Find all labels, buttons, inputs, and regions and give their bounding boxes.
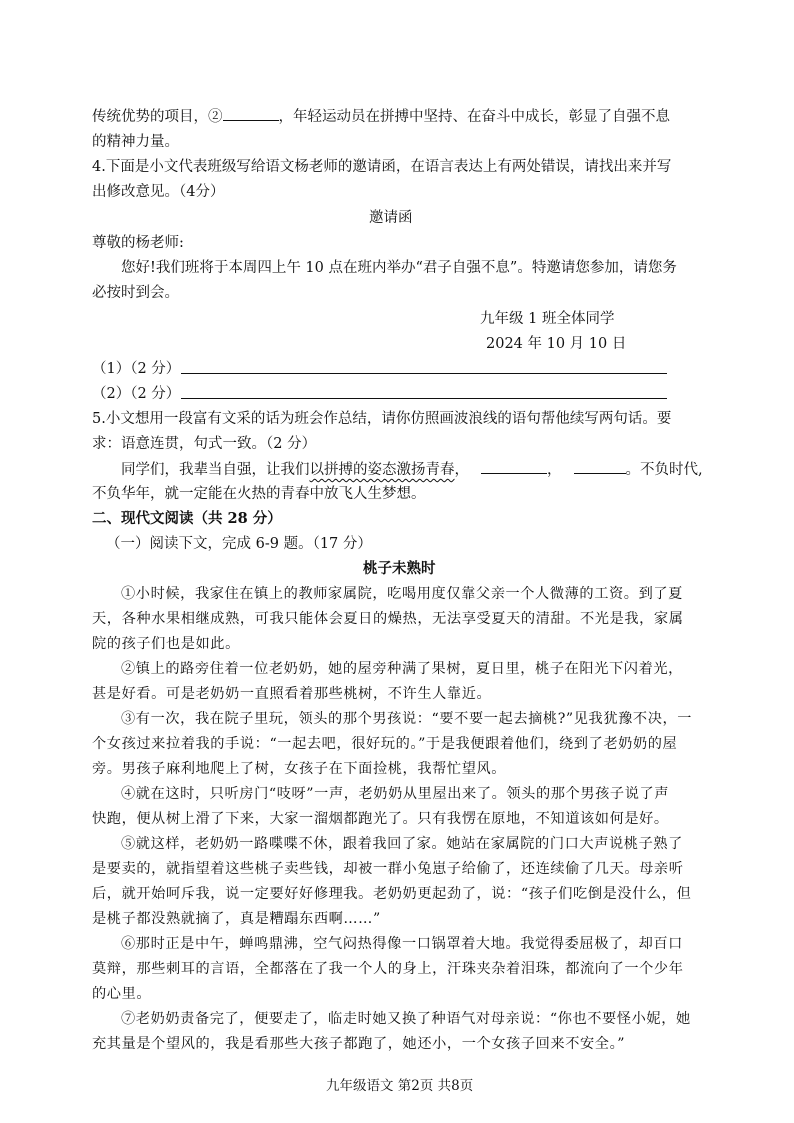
story-line: ⑦老奶奶责备完了，便要走了，临走时她又换了种语气对母亲说：“你也不要怪小妮，她 (121, 1011, 691, 1027)
q5-body-line-1 (121, 459, 703, 480)
answer-blank-1[interactable] (481, 459, 547, 474)
story-line: ②镇上的路旁住着一位老奶奶，她的屋旁种满了果树，夏日里，桃子在阳光下闪着光， (121, 661, 683, 677)
invitation-date: 2024 年 10 月 10 日 (486, 336, 627, 352)
story-line: ⑥那时正是中午，蝉鸣鼎沸，空气闷热得像一口锅罩着大地。我觉得委屈极了，却百口 (121, 936, 683, 952)
q4-prompt-line-1: 4.下面是小文代表班级写给语文杨老师的邀请函，在语言表达上有两处错误，请找出来并写 (92, 159, 672, 175)
page-footer: 九年级语文 第2页 共8页 (326, 1078, 474, 1094)
invitation-body-2: 必按时到会。 (92, 285, 179, 301)
story-line: 院的孩子们也是如此。 (92, 636, 240, 652)
q5-body-text-c: ， (547, 462, 562, 478)
q5-prompt-line-1: 5.小文想用一段富有文采的话为班会作总结，请你仿照画波浪线的语句帮他续写两句话。要 (92, 411, 672, 427)
q5-body-text-d: 。不负时代, (625, 462, 703, 478)
continuation-line-1 (92, 106, 670, 127)
invitation-title: 邀请函 (369, 210, 413, 226)
answer-label-2: （2）（2 分） (92, 386, 181, 402)
story-line: 天，各种水果相继成熟，可我只能体会夏日的燥热，无法享受夏天的清甜。不光是我，家属 (92, 611, 684, 627)
q5-prompt-line-2: 求：语意连贯，句式一致。（2 分） (92, 436, 317, 452)
invitation-salutation: 尊敬的杨老师: (92, 235, 184, 251)
story-line: 充其量是个望风的，我是看那些大孩子都跑了，她还小，一个女孩子回来不安全。” (92, 1036, 626, 1052)
q5-body-text-a: 同学们，我辈当自强，让我们 (121, 462, 310, 478)
answer-line-1[interactable] (181, 373, 667, 374)
story-line: 快跑，便从树上滑了下来，大家一溜烟都跑光了。只有我愣在原地，不知道该如何是好。 (92, 811, 669, 827)
story-line: ⑤就这样，老奶奶一路喋喋不休，跟着我回了家。她站在家属院的门口大声说桃子熟了 (121, 836, 683, 852)
q5-body-line-2: 不负华年，就一定能在火热的青春中放飞人生梦想。 (92, 486, 426, 502)
q5-body-text-b: ， (454, 462, 469, 478)
answer-label-1: （1）（2 分） (92, 361, 181, 377)
story-line: 莫辩，那些刺耳的言语，全都落在了我一个人的身上，汗珠夹杂着泪珠，都流向了一个少年 (92, 961, 684, 977)
story-line: 后，就开始呵斥我，说一定要好好修理我。老奶奶更起劲了，说：“孩子们吃倒是没什么，但 (92, 886, 692, 902)
answer-blank[interactable] (223, 106, 279, 121)
section-subheading: （一）阅读下文，完成 6-9 题。（17 分） (106, 536, 372, 552)
continuation-text-a: 传统优势的项目，② (92, 109, 223, 125)
story-line: ①小时候，我家住在镇上的教师家属院，吃喝用度仅靠父亲一个人微薄的工资。到了夏 (121, 586, 683, 602)
wavy-sentence: 以拼搏的姿态激扬青春 (309, 462, 455, 478)
invitation-signer: 九年级 1 班全体同学 (480, 311, 615, 327)
story-line: 旁。男孩子麻利地爬上了树，女孩子在下面捡桃，我帮忙望风。 (92, 761, 507, 777)
answer-blank-2[interactable] (574, 459, 626, 474)
story-line: 个女孩过来拉着我的手说：“一起去吧，很好玩的。”于是我便跟着他们，绕到了老奶奶的屋 (92, 736, 678, 752)
story-line: ④就在这时，只听房门“吱呀”一声，老奶奶从里屋出来了。领头的那个男孩子说了声 (121, 786, 670, 802)
section-heading: 二、现代文阅读（共 28 分） (92, 510, 282, 527)
story-line: 甚是好看。可是老奶奶一直照看着那些桃树，不许生人靠近。 (92, 686, 492, 702)
story-line: ③有一次，我在院子里玩，领头的那个男孩说：“要不要一起去摘桃?”见我犹豫不决，一 (121, 711, 693, 727)
answer-line-2[interactable] (181, 398, 667, 399)
continuation-line-2: 的精神力量。 (92, 134, 179, 150)
story-line: 的心里。 (92, 986, 152, 1002)
invitation-body-1: 您好!我们班将于本周四上午 10 点在班内举办“君子自强不息”。特邀请您参加，请您务 (121, 260, 677, 276)
story-title: 桃子未熟时 (363, 560, 436, 577)
continuation-text-b: ，年轻运动员在拼搏中坚持、在奋斗中成长，彰显了自强不息 (278, 109, 670, 125)
story-line: 是桃子都没熟就摘了，真是糟蹋东西啊……” (92, 911, 381, 927)
q4-prompt-line-2: 出修改意见。（4分） (92, 184, 225, 200)
story-line: 是要卖的，就指望着这些桃子卖些钱，却被一群小兔崽子给偷了，还连续偷了几天。母亲听 (92, 861, 684, 877)
